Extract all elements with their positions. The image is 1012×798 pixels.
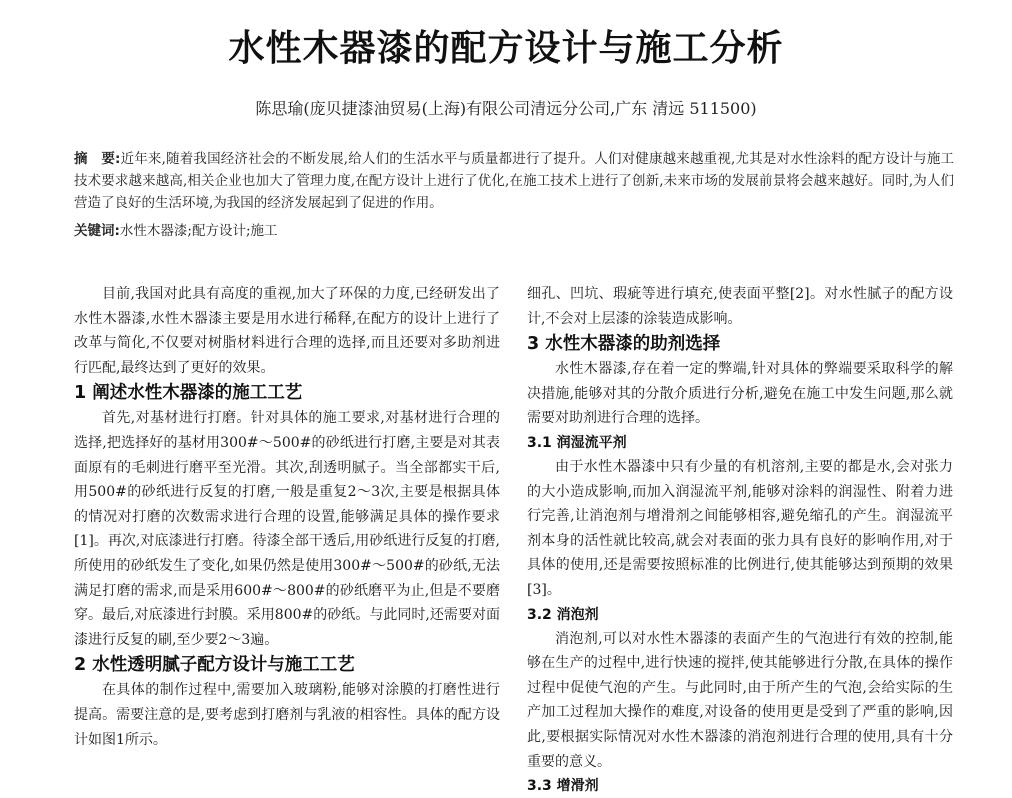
abstract-label: 摘 要:: [74, 151, 121, 167]
keywords: [74, 220, 954, 242]
paper-title: 水性木器漆的配方设计与施工分析: [228, 28, 784, 69]
keywords-label: 关键词:: [74, 223, 120, 239]
subsection-heading-3-3: 3.3 增滑剂: [527, 778, 599, 795]
subsection-heading-3-2: 3.2 消泡剂: [527, 606, 599, 623]
keywords-text: 水性木器漆;配方设计;施工: [119, 223, 278, 239]
continued-paragraph: 细孔、凹坑、瑕疵等进行填充,使表面平整[2]。对水性腻子的配方设计,不会对上层漆的涂装造成影响。: [527, 286, 953, 327]
section-1-paragraph: 首先,对基材进行打磨。针对具体的施工要求,对基材进行合理的选择,把选择好的基材用300#～500#的砂纸进行打磨,主要是对其表面原有的毛刺进行磨平至光滑。其次,刮透明腻子。当全部都实干后,用500#的砂纸进行反复的打磨,一般是重复2～3次,主要是根据具体的情况对打磨的次数需求进行合理的设置,能够满足具体的操作要求[1]。再次,对底漆进行打磨。待漆全部干透后,用砂纸进行反复的打磨,所使用的砂纸发生了变化,如果仍然是使用300#～500#的砂纸,无法满足打磨的需求,而是采用600#～800#的砂纸磨平为止,但是不要磨穿。最后,对底漆进行封膜。采用800#的砂纸。与此同时,还需要对面漆进行反复的刷,至少要2～3遍。: [74, 410, 500, 648]
left-column: [74, 282, 500, 752]
intro-paragraph: 目前,我国对此具有高度的重视,加大了环保的力度,已经研发出了水性木器漆,水性木器漆主要是用水进行稀释,在配方的设计上进行了改革与简化,不仅要对树脂材料进行合理的选择,而且还要对多助剂进行匹配,最终达到了更好的效果。: [74, 286, 500, 376]
section-heading-2: 2 水性透明腻子配方设计与施工工艺: [74, 655, 355, 676]
subsection-heading-3-1: 3.1 润湿流平剂: [527, 434, 627, 451]
subsection-3-2-paragraph: 消泡剂,可以对水性木器漆的表面产生的气泡进行有效的控制,能够在生产的过程中,进行快速的搅拌,使其能够进行分散,在具体的操作过程中促使气泡的产生。与此同时,由于所产生的气泡,会给实际的生产加工过程加大操作的难度,对设备的使用更是受到了严重的影响,因此,要根据实际情况对水性木器漆的消泡剂进行合理的使用,具有十分重要的意义。: [527, 630, 953, 770]
section-3-paragraph: 水性木器漆,存在着一定的弊端,针对具体的弊端要采取科学的解决措施,能够对其的分散介质进行分析,避免在施工中发生问题,那么就需要对助剂进行合理的选择。: [527, 361, 953, 427]
author-affiliation: 陈思瑜(庞贝捷漆油贸易(上海)有限公司清远分公司,广东 清远 511500): [255, 99, 757, 118]
abstract-text: 近年来,随着我国经济社会的不断发展,给人们的生活水平与质量都进行了提升。人们对健康越来越重视,尤其是对水性涂料的配方设计与施工技术要求越来越高,相关企业也加大了管理力度,在配方设计上进行了优化,在施工技术上进行了创新,未来市场的发展前景将会越来越好。同时,为人们营造了良好的生活环境,为我国的经济发展起到了促进的作用。: [74, 151, 955, 211]
subsection-3-1-paragraph: 由于水性木器漆中只有少量的有机溶剂,主要的都是水,会对张力的大小造成影响,而加入润湿流平剂,能够对涂料的润湿性、附着力进行完善,让消泡剂与增滑剂之间能够相容,避免缩孔的产生。润湿流平剂本身的活性就比较高,就会对表面的张力具有良好的影响作用,对于具体的使用,还是需要按照标准的比例进行,使其能够达到预期的效果[3]。: [527, 458, 953, 598]
section-heading-1: 1 阐述水性木器漆的施工工艺: [74, 383, 303, 404]
abstract: [74, 148, 954, 214]
right-column: [527, 282, 953, 798]
section-2-paragraph: 在具体的制作过程中,需要加入玻璃粉,能够对涂膜的打磨性进行提高。需要注意的是,要考虑到打磨剂与乳液的相容性。具体的配方设计如图1所示。: [74, 682, 500, 748]
section-heading-3: 3 水性木器漆的助剂选择: [527, 334, 721, 355]
